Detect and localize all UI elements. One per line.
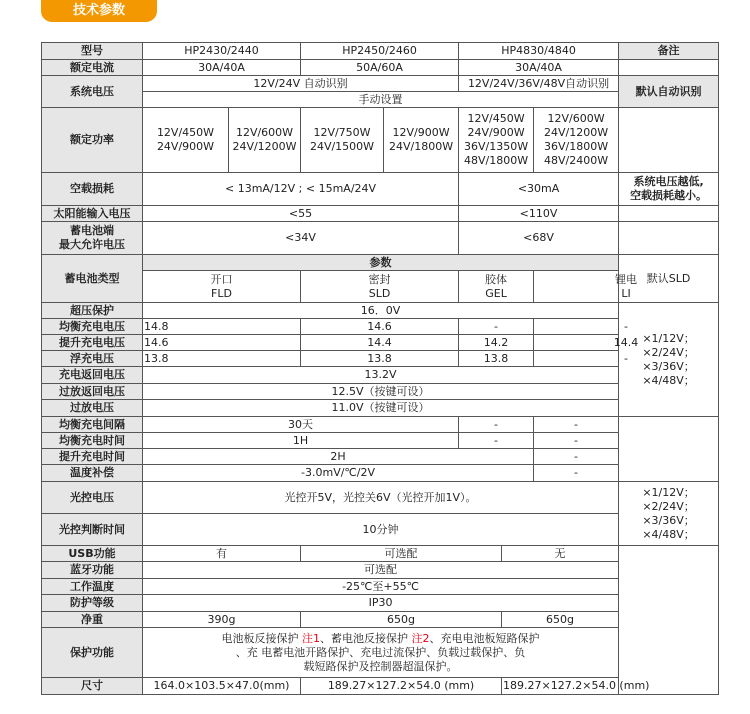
cell: 手动设置	[143, 92, 619, 108]
line: ×1/12V；	[642, 485, 695, 499]
cell	[143, 271, 301, 303]
line: 48V/1800W	[463, 154, 529, 167]
row-label: 提升充电时间	[42, 449, 143, 465]
cell: 有	[143, 546, 301, 562]
row-label: 光控判断时间	[42, 514, 143, 546]
cell: -	[534, 465, 619, 482]
row-label: 均衡充电电压	[42, 319, 143, 335]
battery-max-row	[42, 222, 719, 255]
row-label: 过放返回电压	[42, 384, 143, 400]
cell: 14.6	[143, 335, 301, 351]
cell: 16．0V	[143, 303, 619, 319]
cell: 189.27×127.2×54.0 (mm)	[301, 678, 502, 695]
cell: 189.27×127.2×54.0 (mm)	[502, 678, 619, 695]
row-label: 超压保护	[42, 303, 143, 319]
cell	[619, 60, 719, 76]
rated-current-row	[42, 60, 719, 76]
line: LI	[621, 286, 631, 300]
rated-power-row	[42, 108, 719, 173]
cell: 1H	[143, 433, 459, 449]
cell: 14.6	[301, 319, 459, 335]
net-weight-row	[42, 612, 719, 628]
cell: -	[459, 433, 534, 449]
solar-input-row	[42, 206, 719, 222]
line: 锂电	[615, 272, 638, 286]
row-label: 均衡充电间隔	[42, 417, 143, 433]
system-voltage-row-2	[42, 92, 719, 108]
row-label: 空载损耗	[42, 173, 143, 206]
cell	[143, 628, 619, 678]
line: ×1/12V；	[642, 331, 695, 345]
text: 电池板反接保护	[221, 631, 303, 645]
cell: <110V	[459, 206, 619, 222]
cell: 164.0×103.5×47.0(mm)	[143, 678, 301, 695]
charge-return-row	[42, 367, 719, 384]
cell	[459, 271, 534, 303]
cell: -	[534, 351, 719, 367]
line: 48V/2400W	[543, 154, 609, 167]
line: 系统电压越低,	[633, 175, 704, 188]
cell: IP30	[143, 595, 619, 612]
light-time-row	[42, 514, 719, 546]
work-temp-row	[42, 579, 719, 595]
protection-grade-row	[42, 595, 719, 612]
row-label: 尺寸	[42, 678, 143, 695]
cell	[384, 108, 459, 173]
cell: -	[459, 417, 534, 433]
line: ×2/24V；	[642, 345, 695, 359]
row-label: 净重	[42, 612, 143, 628]
row-label: 过放电压	[42, 400, 143, 417]
row-label: 光控电压	[42, 482, 143, 514]
cell: 30A/40A	[459, 60, 619, 76]
cell: -	[534, 417, 619, 433]
line: 12V/450W	[467, 112, 525, 125]
cell: -3.0mV/℃/2V	[143, 465, 534, 482]
note-2: 注2	[411, 631, 430, 645]
cell: 11.0V（按键可设）	[143, 400, 619, 417]
cell: -	[534, 319, 719, 335]
line: 36V/1350W	[463, 140, 529, 153]
line: 24V/1200W	[232, 140, 297, 153]
row-label: 额定功率	[42, 108, 143, 173]
cell	[534, 108, 619, 173]
line: 12V/600W	[547, 112, 605, 125]
equalize-time-row	[42, 433, 719, 449]
cell: 30A/40A	[143, 60, 301, 76]
cell: 14.2	[459, 335, 534, 351]
model-header: 型号	[42, 43, 143, 60]
line: 24V/1200W	[543, 126, 609, 139]
boost-voltage-row	[42, 335, 719, 351]
equalize-voltage-row	[42, 319, 719, 335]
spec-table	[41, 42, 719, 695]
line: GEL	[485, 286, 507, 300]
row-label: 温度补偿	[42, 465, 143, 482]
row-label: 蓝牙功能	[42, 562, 143, 579]
remark-cell	[619, 173, 719, 206]
line: 密封	[368, 272, 391, 286]
line: 载短路保护及控制器超温保护。	[303, 659, 458, 673]
cell: < 13mA/12V ; < 15mA/24V	[143, 173, 459, 206]
cell: 13.8	[143, 351, 301, 367]
row-label: 均衡充电时间	[42, 433, 143, 449]
cell	[301, 271, 459, 303]
system-voltage-row	[42, 76, 719, 92]
idle-loss-row	[42, 173, 719, 206]
line: 蓄电池端	[70, 224, 114, 237]
cell: 12.5V（按键可设）	[143, 384, 619, 400]
usb-row	[42, 546, 719, 562]
model-2: HP2450/2460	[301, 43, 459, 60]
cell: 14.4	[301, 335, 459, 351]
line: 24V/900W	[156, 140, 215, 153]
line: 空载损耗越小。	[630, 189, 708, 202]
cell: 12V/24V/36V/48V自动识别	[459, 76, 619, 92]
header-row	[42, 43, 719, 60]
cell	[229, 108, 301, 173]
line: 24V/1500W	[309, 140, 375, 153]
cell: 13.8	[301, 351, 459, 367]
cell: 14.8	[143, 319, 301, 335]
line: 36V/1800W	[543, 140, 609, 153]
note-1: 注1	[302, 631, 321, 645]
remark-header: 备注	[619, 43, 719, 60]
line: SLD	[368, 286, 391, 300]
protection-row	[42, 628, 719, 678]
remark-cell: 默认SLD	[619, 255, 719, 303]
cell: 650g	[502, 612, 619, 628]
over-discharge-row	[42, 400, 719, 417]
cell: 390g	[143, 612, 301, 628]
size-row	[42, 678, 719, 695]
line: 24V/900W	[467, 126, 525, 139]
text: 、充电电池板短路保护	[429, 631, 540, 645]
cell	[459, 108, 534, 173]
line: 12V/600W	[235, 126, 294, 139]
multiplier-remark-2	[619, 482, 719, 546]
model-3: HP4830/4840	[459, 43, 619, 60]
row-label	[42, 222, 143, 255]
row-label: 额定电流	[42, 60, 143, 76]
cell: 12V/24V 自动识别	[143, 76, 459, 92]
cell: 2H	[143, 449, 534, 465]
line: 12V/900W	[392, 126, 450, 139]
line: ×4/48V；	[642, 527, 695, 541]
cell: -	[534, 449, 619, 465]
row-label: 系统电压	[42, 76, 143, 108]
row-label: 浮充电压	[42, 351, 143, 367]
cell	[619, 108, 719, 173]
line: ×3/36V；	[642, 359, 695, 373]
row-label: 提升充电电压	[42, 335, 143, 351]
line: 12V/450W	[156, 126, 215, 139]
cell: <55	[143, 206, 459, 222]
cell: <30mA	[459, 173, 619, 206]
row-label: 防护等级	[42, 595, 143, 612]
remark-cell: 默认自动识别	[619, 76, 719, 108]
cell: 650g	[301, 612, 502, 628]
cell: -	[459, 319, 534, 335]
line: 最大允许电压	[59, 238, 125, 251]
cell: 10分钟	[143, 514, 619, 546]
text: 、蓄电池反接保护	[320, 631, 412, 645]
line: FLD	[211, 286, 232, 300]
cell: -25℃至+55℃	[143, 579, 619, 595]
row-label: 保护功能	[42, 628, 143, 678]
bluetooth-row	[42, 562, 719, 579]
cell: 可选配	[301, 546, 502, 562]
line: 24V/1800W	[388, 140, 454, 153]
float-voltage-row	[42, 351, 719, 367]
cell	[619, 546, 719, 695]
cell: -	[534, 433, 619, 449]
line: ×3/36V；	[642, 513, 695, 527]
cell: 14.4	[534, 335, 719, 351]
line: 开口	[210, 272, 233, 286]
line: 、充 电蓄电池开路保护、充电过流保护、负载过载保护、负	[235, 645, 526, 659]
cell	[619, 222, 719, 255]
cell: 13.2V	[143, 367, 619, 384]
cell	[534, 271, 719, 303]
cell: 30天	[143, 417, 459, 433]
row-label: 工作温度	[42, 579, 143, 595]
cell	[619, 417, 719, 482]
boost-time-row	[42, 449, 719, 465]
cell: 50A/60A	[301, 60, 459, 76]
row-label: 蓄电池类型	[42, 255, 143, 303]
model-1: HP2430/2440	[143, 43, 301, 60]
cell: 无	[502, 546, 619, 562]
line	[144, 632, 617, 646]
cell: 13.8	[459, 351, 534, 367]
cell	[143, 108, 229, 173]
cell	[619, 206, 719, 222]
cell: <34V	[143, 222, 459, 255]
row-label: 充电返回电压	[42, 367, 143, 384]
temp-comp-row	[42, 465, 719, 482]
equalize-interval-row	[42, 417, 719, 433]
cell: <68V	[459, 222, 619, 255]
light-voltage-row	[42, 482, 719, 514]
row-label: 太阳能输入电压	[42, 206, 143, 222]
row-label: USB功能	[42, 546, 143, 562]
over-voltage-row	[42, 303, 719, 319]
cell: 光控开5V，光控关6V（光控开加1V）。	[143, 482, 619, 514]
params-title-row	[42, 255, 719, 271]
battery-type-row	[42, 271, 719, 303]
cell: 可选配	[143, 562, 619, 579]
cell	[301, 108, 384, 173]
over-discharge-return-row	[42, 384, 719, 400]
section-tag: 技术参数	[41, 0, 157, 22]
line: 12V/750W	[313, 126, 371, 139]
line: 胶体	[485, 272, 508, 286]
params-title: 参数	[143, 255, 619, 271]
line: ×4/48V；	[642, 373, 695, 387]
line: ×2/24V；	[642, 499, 695, 513]
